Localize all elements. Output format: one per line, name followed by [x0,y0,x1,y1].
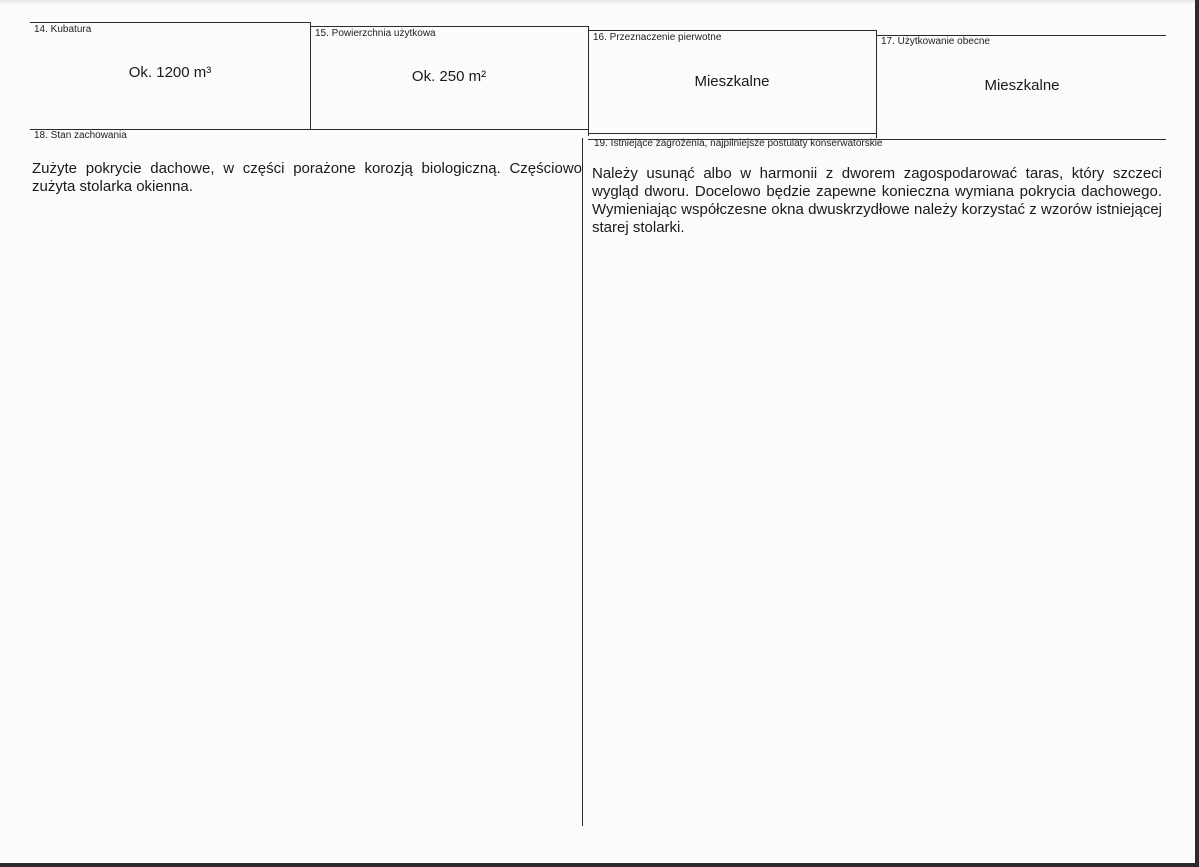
field-19-label: 19. Istniejące zagrożenia, najpilniejsze postulaty konserwatorskie [594,138,883,149]
field-14-value: Ok. 1200 m³ [128,64,212,81]
field-17-label: 17. Użytkowanie obecne [881,36,990,47]
rule-top-15 [310,26,588,27]
rule-v-center [582,138,583,826]
field-16-value: Mieszkalne [694,73,770,90]
rule-row2-mid [588,133,876,134]
rule-top-14 [30,22,310,23]
field-18-label: 18. Stan zachowania [34,130,127,141]
field-19-text: Należy usunąć albo w harmonii z dworem zagospodarować taras, który szczeci wygląd dworu. Docelowo będzie zapewne konieczna wymiana pokrycia dachowego. Wymieniając współczesne okna dwuskrzydłowe należy korzystać z wzorów istniejącej starej stolarki. [592,165,1162,236]
field-15-label: 15. Powierzchnia użytkowa [315,28,436,39]
field-14-label: 14. Kubatura [34,24,92,35]
field-17-value: Mieszkalne [984,77,1060,94]
field-18-text: Zużyte pokrycie dachowe, w części porażone korozją biologiczną. Częściowo zużyta stolarka okienna. [32,160,582,195]
rule-top-16 [588,30,876,31]
field-16-label: 16. Przeznaczenie pierwotne [593,32,722,43]
field-15-value: Ok. 250 m² [411,68,487,85]
scan-edge [0,0,1195,4]
